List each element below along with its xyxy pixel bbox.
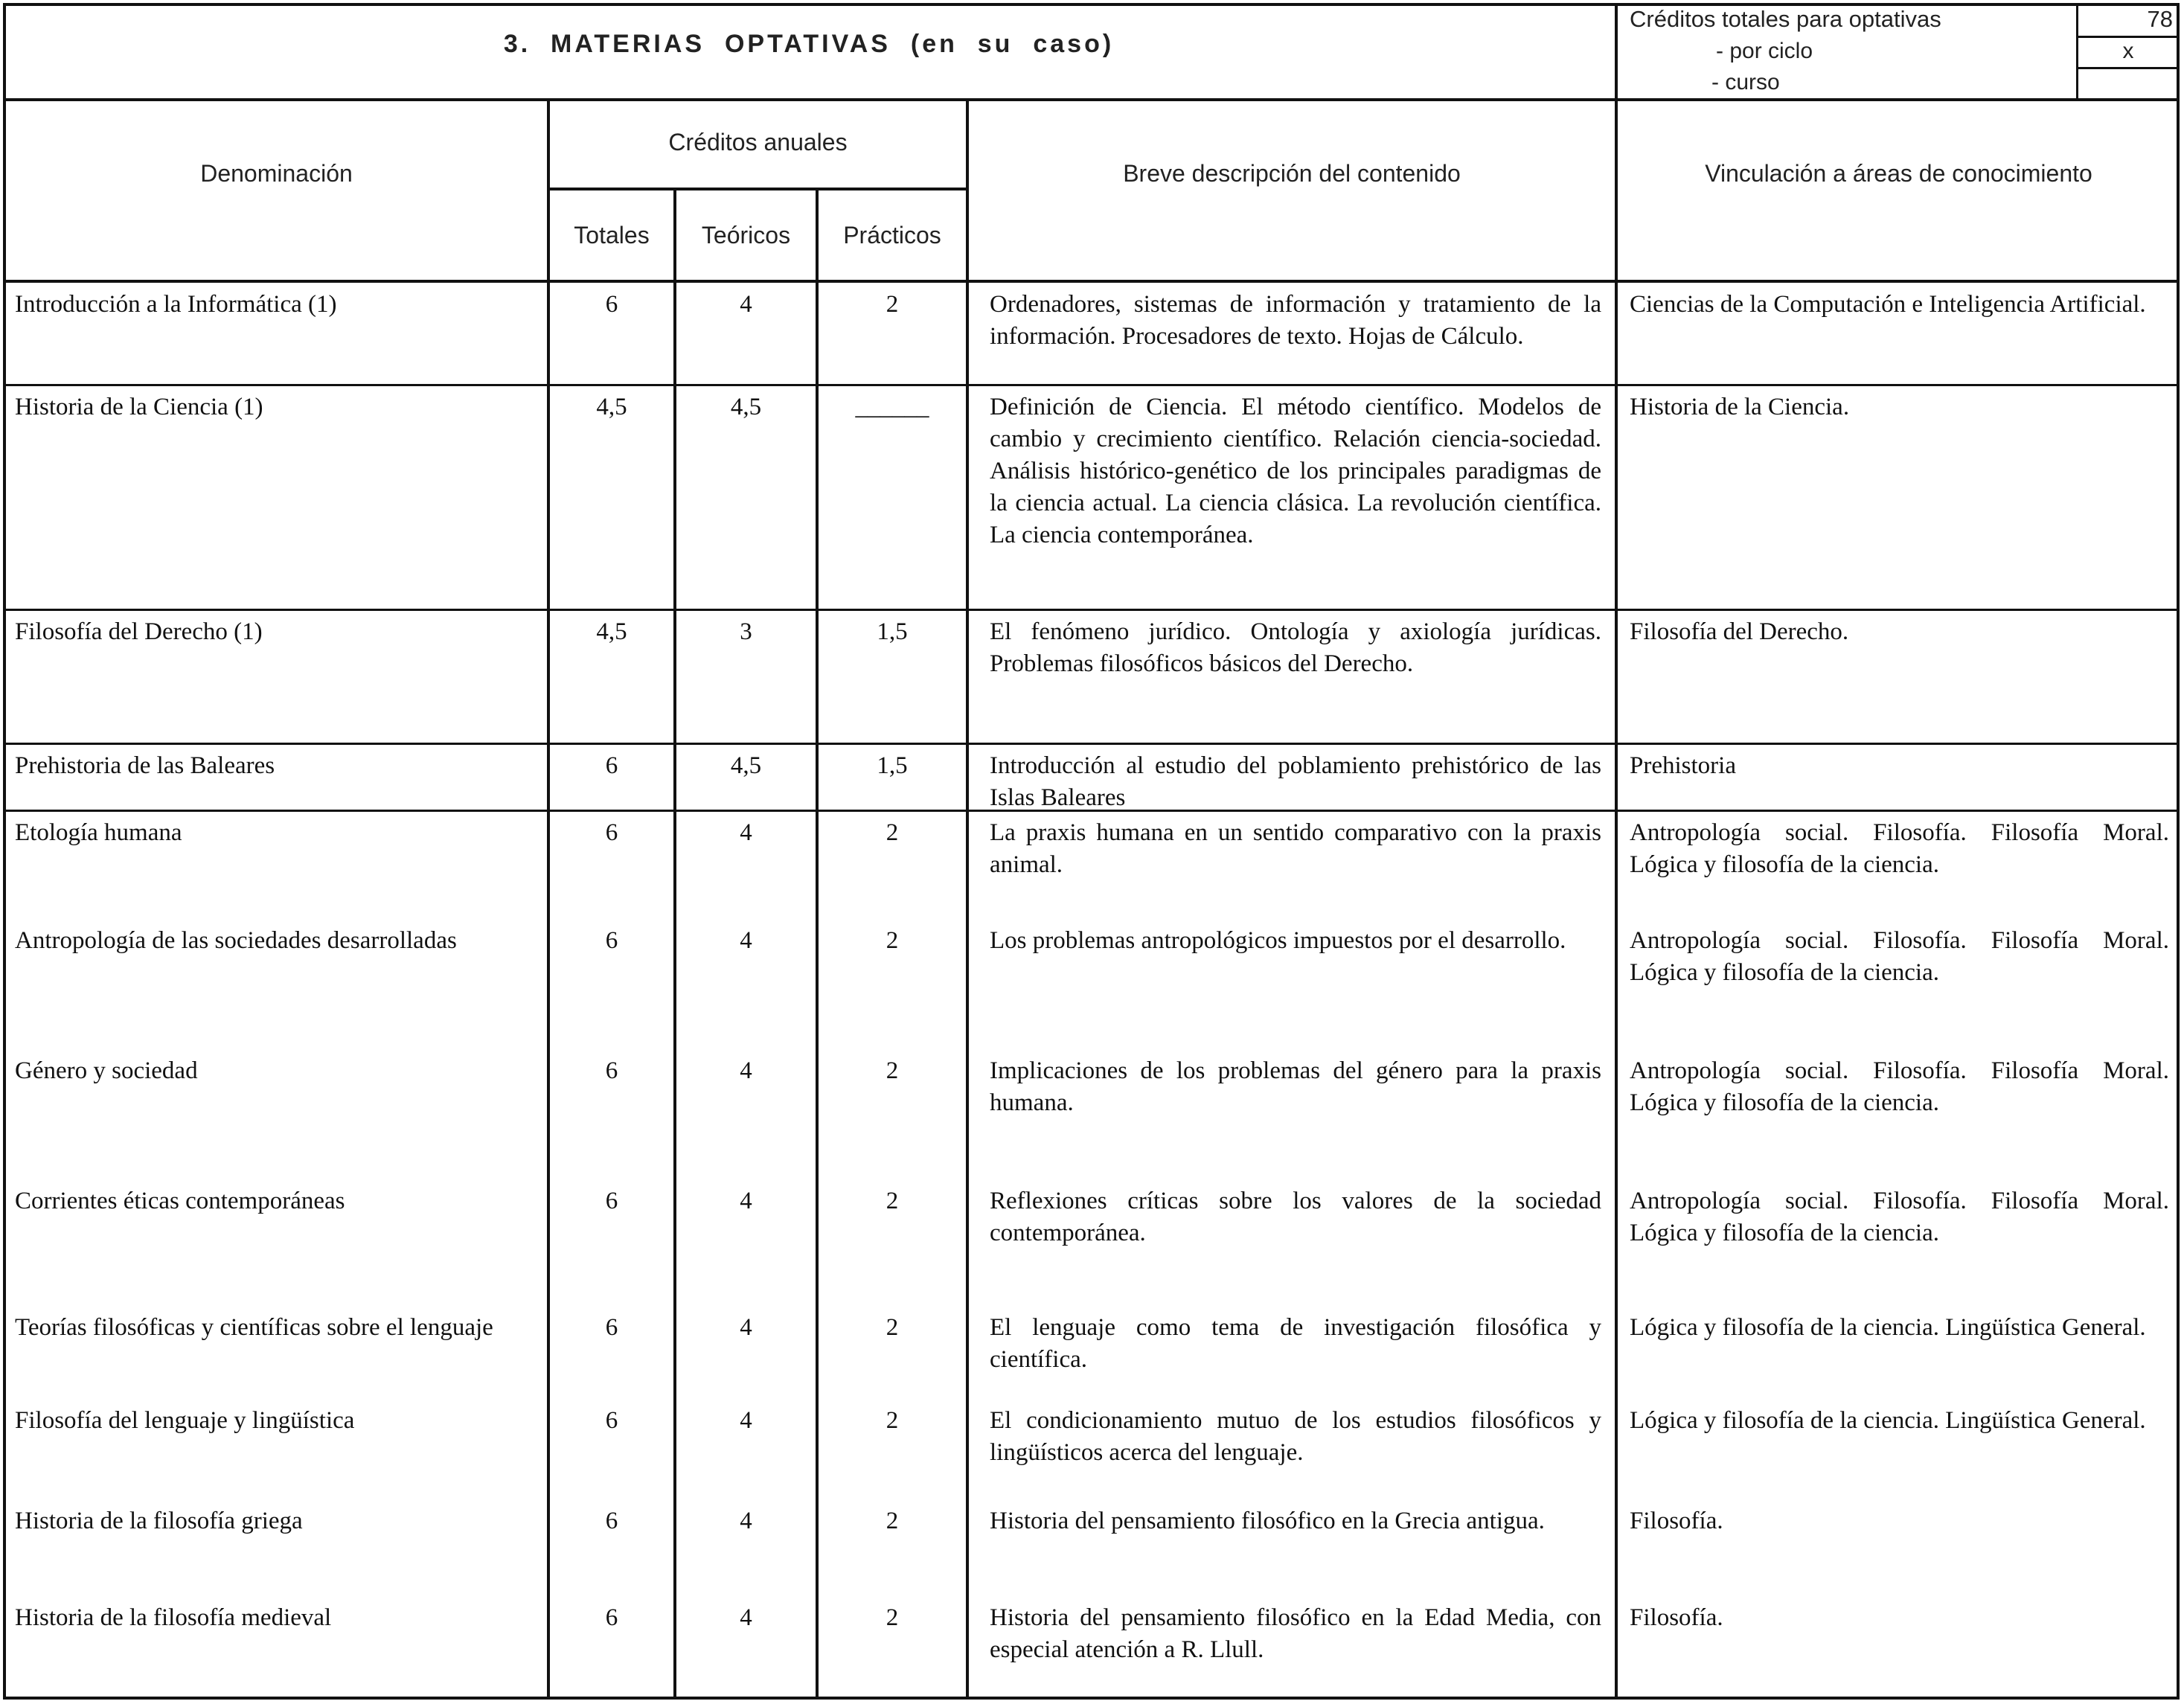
row-descripcion: Definición de Ciencia. El método científico. Modelos de cambio y crecimiento científico. Relación ciencia-sociedad. Análisis histórico-genético de los principales paradigmas de la ciencia actual. La ciencia clásica. La revolución científica. La ciencia contemporánea. — [990, 394, 1601, 548]
col-header-practicos: Prácticos — [843, 222, 941, 249]
header-bottom-line — [3, 280, 2180, 283]
row-vinculacion: Historia de la Ciencia. — [1630, 394, 1850, 420]
row-teoricos: 4 — [740, 819, 752, 846]
row-teoricos: 4 — [740, 927, 752, 954]
row-descripcion: Implicaciones de los problemas del género para la praxis humana. — [990, 1057, 1601, 1116]
row-practicos: ______ — [855, 394, 929, 420]
row-descripcion: Reflexiones críticas sobre los valores de la sociedad contemporánea. — [990, 1188, 1601, 1246]
body-col-divider-name — [547, 283, 550, 1700]
row-vinculacion: Filosofía. — [1630, 1604, 1723, 1631]
row-totales: 6 — [605, 927, 618, 954]
row-denominacion: Historia de la Ciencia (1) — [15, 394, 263, 420]
col-divider-credits — [966, 98, 969, 283]
title-row-divider — [3, 98, 2180, 101]
row-totales: 6 — [605, 819, 618, 846]
row-denominacion: Prehistoria de las Baleares — [15, 752, 275, 779]
row-descripcion: Ordenadores, sistemas de información y tratamiento de la información. Procesadores de texto. Hojas de Cálculo. — [990, 291, 1601, 350]
body-col-divider-teoricos — [816, 283, 819, 1700]
per-cycle-label: - por ciclo — [1716, 39, 1813, 63]
row-separator — [3, 743, 2180, 745]
row-teoricos: 4 — [740, 1314, 752, 1341]
row-practicos: 2 — [886, 1604, 899, 1631]
row-practicos: 2 — [886, 927, 899, 954]
row-practicos: 1,5 — [877, 618, 908, 645]
title-divider — [1615, 3, 1618, 283]
col-header-descripcion: Breve descripción del contenido — [1123, 160, 1461, 187]
row-practicos: 2 — [886, 1057, 899, 1084]
row-practicos: 2 — [886, 819, 899, 846]
row-teoricos: 4 — [740, 1407, 752, 1434]
row-totales: 6 — [605, 1604, 618, 1631]
row-teoricos: 4,5 — [730, 394, 762, 420]
row-totales: 6 — [605, 1407, 618, 1434]
col-divider-name — [547, 98, 550, 283]
row-totales: 6 — [605, 1188, 618, 1214]
section-title: 3. MATERIAS OPTATIVAS (en su caso) — [503, 30, 1115, 58]
row-vinculacion: Filosofía del Derecho. — [1630, 618, 1849, 645]
per-course-label: - curso — [1711, 70, 1780, 95]
row-teoricos: 4 — [740, 1508, 752, 1534]
row-teoricos: 4 — [740, 291, 752, 318]
row-descripcion: El fenómeno jurídico. Ontología y axiología jurídicas. Problemas filosóficos básicos del Derecho. — [990, 618, 1601, 677]
row-denominacion: Etología humana — [15, 819, 182, 846]
body-col-divider-practicos — [966, 283, 969, 1700]
credits-value-line-2 — [2076, 67, 2180, 69]
row-totales: 6 — [605, 1057, 618, 1084]
row-denominacion: Introducción a la Informática (1) — [15, 291, 337, 318]
row-teoricos: 4,5 — [730, 752, 762, 779]
row-descripcion: Los problemas antropológicos impuestos por el desarrollo. — [990, 927, 1566, 954]
row-vinculacion: Lógica y filosofía de la ciencia. Lingüística General. — [1630, 1314, 2146, 1341]
row-vinculacion: Lógica y filosofía de la ciencia. Lingüística General. — [1630, 1407, 2146, 1434]
row-teoricos: 4 — [740, 1604, 752, 1631]
credits-total-label: Créditos totales para optativas — [1630, 6, 1941, 32]
body-col-divider-totales — [673, 283, 676, 1700]
row-denominacion: Corrientes éticas contemporáneas — [15, 1188, 345, 1214]
row-totales: 4,5 — [596, 394, 627, 420]
row-denominacion: Teorías filosóficas y científicas sobre el lenguaje — [15, 1314, 493, 1341]
row-practicos: 2 — [886, 1407, 899, 1434]
credits-subheader-line — [547, 188, 969, 190]
col-header-creditos-anuales: Créditos anuales — [668, 129, 848, 156]
col-header-totales: Totales — [574, 222, 650, 249]
row-separator — [3, 609, 2180, 611]
credits-value-line-1 — [2076, 36, 2180, 38]
row-practicos: 2 — [886, 1188, 899, 1214]
row-practicos: 2 — [886, 1508, 899, 1534]
row-totales: 6 — [605, 291, 618, 318]
row-descripcion: El condicionamiento mutuo de los estudios filosóficos y lingüísticos acerca del lenguaje. — [990, 1407, 1601, 1466]
body-col-divider-descripcion — [1615, 283, 1618, 1700]
row-denominacion: Historia de la filosofía griega — [15, 1508, 303, 1534]
row-teoricos: 4 — [740, 1188, 752, 1214]
row-totales: 6 — [605, 752, 618, 779]
row-descripcion: El lenguaje como tema de investigación filosófica y científica. — [990, 1314, 1601, 1373]
row-vinculacion: Antropología social. Filosofía. Filosofía Moral. Lógica y filosofía de la ciencia. — [1630, 927, 2169, 986]
credits-total-value: 78 — [2147, 6, 2173, 32]
col-header-teoricos: Teóricos — [701, 222, 791, 249]
row-vinculacion: Antropología social. Filosofía. Filosofía Moral. Lógica y filosofía de la ciencia. — [1630, 1057, 2169, 1116]
row-totales: 6 — [605, 1314, 618, 1341]
row-separator — [3, 384, 2180, 386]
col-header-vinculacion: Vinculación a áreas de conocimiento — [1705, 160, 2092, 187]
row-vinculacion: Filosofía. — [1630, 1508, 1723, 1534]
col-header-denominacion: Denominación — [200, 160, 353, 187]
row-descripcion: Introducción al estudio del poblamiento prehistórico de las Islas Baleares — [990, 752, 1601, 811]
row-practicos: 2 — [886, 291, 899, 318]
credits-value-divider — [2076, 3, 2078, 98]
row-denominacion: Antropología de las sociedades desarrolladas — [15, 927, 457, 954]
row-vinculacion: Prehistoria — [1630, 752, 1736, 779]
row-denominacion: Filosofía del lenguaje y lingüística — [15, 1407, 355, 1434]
row-vinculacion: Antropología social. Filosofía. Filosofía Moral. Lógica y filosofía de la ciencia. — [1630, 819, 2169, 878]
row-teoricos: 4 — [740, 1057, 752, 1084]
row-vinculacion: Antropología social. Filosofía. Filosofía Moral. Lógica y filosofía de la ciencia. — [1630, 1188, 2169, 1246]
row-totales: 4,5 — [596, 618, 627, 645]
row-practicos: 1,5 — [877, 752, 908, 779]
row-descripcion: La praxis humana en un sentido comparativo con la praxis animal. — [990, 819, 1601, 878]
row-totales: 6 — [605, 1508, 618, 1534]
row-denominacion: Filosofía del Derecho (1) — [15, 618, 263, 645]
row-denominacion: Género y sociedad — [15, 1057, 198, 1084]
row-practicos: 2 — [886, 1314, 899, 1341]
row-descripcion: Historia del pensamiento filosófico en la Grecia antigua. — [990, 1508, 1545, 1534]
row-denominacion: Historia de la filosofía medieval — [15, 1604, 332, 1631]
row-vinculacion: Ciencias de la Computación e Inteligencia Artificial. — [1630, 291, 2146, 318]
per-cycle-value: x — [2122, 39, 2134, 63]
row-teoricos: 3 — [740, 618, 752, 645]
row-descripcion: Historia del pensamiento filosófico en la Edad Media, con especial atención a R. Llull. — [990, 1604, 1601, 1663]
